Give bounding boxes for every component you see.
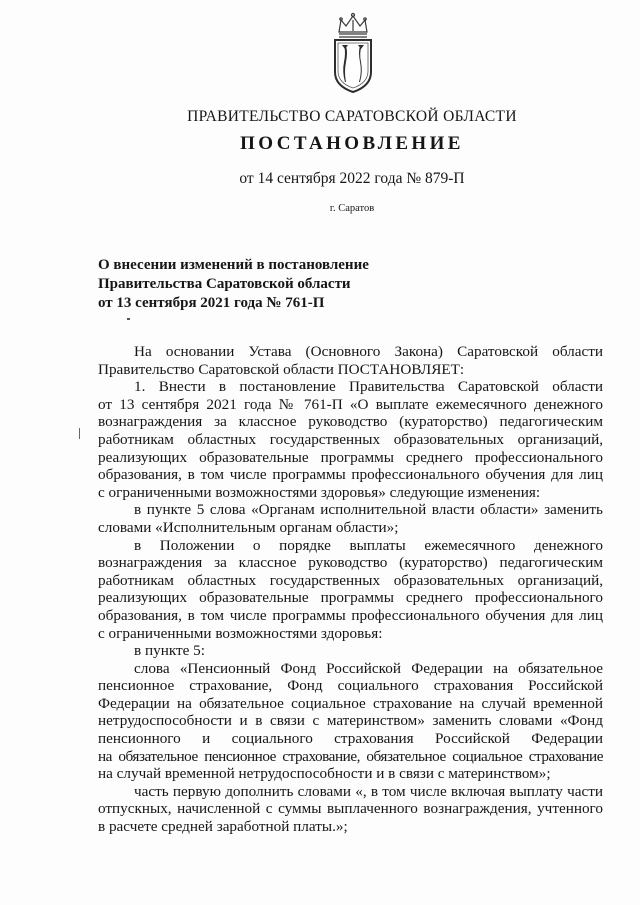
saratov-coat-of-arms-icon: [330, 12, 376, 94]
body-line: слова «Пенсионный Фонд Российской Федерации на обязательное: [134, 659, 603, 677]
body-line: Правительство Саратовской области ПОСТАНОВЛЯЕТ:: [98, 360, 465, 378]
body-line: на обязательное пенсионное страхование, обязательное социальное страхование: [98, 747, 603, 765]
subject-line: О внесении изменений в постановление: [98, 257, 369, 273]
city: г. Саратов: [329, 203, 375, 214]
body-line: от 13 сентября 2021 года № 761-П «О выплате ежемесячного денежного: [98, 395, 603, 413]
body-line: на случай временной нетрудоспособности и в связи с материнством»;: [98, 765, 551, 783]
body-line: пенсионное страхование, Фонд социального страхования Российской: [98, 677, 603, 695]
scan-speck: [127, 318, 130, 320]
body-line: На основании Устава (Основного Закона) Саратовской области: [134, 343, 603, 360]
body-line: с ограниченными возможностями здоровья» следующие изменения:: [98, 483, 541, 501]
body-line: в пункте 5:: [134, 642, 205, 660]
body-line: реализующих образовательные программы среднего профессионального: [98, 589, 603, 607]
subject-line: Правительства Саратовской области: [98, 276, 351, 292]
body-line: 1. Внести в постановление Правительства Саратовской области: [134, 378, 603, 396]
body-line: в пункте 5 слова «Органам исполнительной власти области» заменить: [134, 501, 603, 519]
date-and-number: от 14 сентября 2022 года № 879-П: [239, 170, 465, 187]
scan-speck: [79, 428, 80, 439]
body-line: реализующих образовательные программы среднего профессионального: [98, 448, 603, 466]
body-line: отпускных, начисленной с суммы выплаченного вознаграждения, учтенного: [98, 800, 603, 818]
body-line: Федерации на обязательное социальное страхование на случай временной: [98, 694, 603, 712]
body-line: нетрудоспособности и в связи с материнством» заменить словами «Фонд: [98, 712, 603, 730]
document-type-title: ПОСТАНОВЛЕНИЕ: [240, 133, 464, 154]
government-name: ПРАВИТЕЛЬСТВО САРАТОВСКОЙ ОБЛАСТИ: [187, 108, 517, 125]
body-line: вознаграждения за классное руководство (кураторство) педагогическим: [98, 413, 603, 431]
body-line: в расчете средней заработной платы.»;: [98, 818, 348, 836]
body-line: образования, в том числе программы профессионального обучения для лиц: [98, 466, 603, 484]
subject-line: от 13 сентября 2021 года № 761-П: [98, 295, 325, 311]
body-line: часть первую дополнить словами «, в том числе включая выплату части: [134, 782, 603, 800]
body-line: работникам областных государственных образовательных организаций,: [98, 430, 603, 448]
body-line: пенсионного и социального страхования Российской Федерации: [98, 730, 603, 748]
document-subject: [98, 256, 418, 313]
body-line: вознаграждения за классное руководство (кураторство) педагогическим: [98, 554, 603, 572]
body-line: с ограниченными возможностями здоровья:: [98, 624, 383, 642]
document-body: [98, 343, 603, 836]
body-line: словами «Исполнительным органам области»;: [98, 518, 399, 536]
body-line: образования, в том числе программы профессионального обучения для лиц: [98, 606, 603, 624]
body-line: работникам областных государственных образовательных организаций,: [98, 571, 603, 589]
body-line: в Положении о порядке выплаты ежемесячного денежного: [134, 536, 603, 554]
